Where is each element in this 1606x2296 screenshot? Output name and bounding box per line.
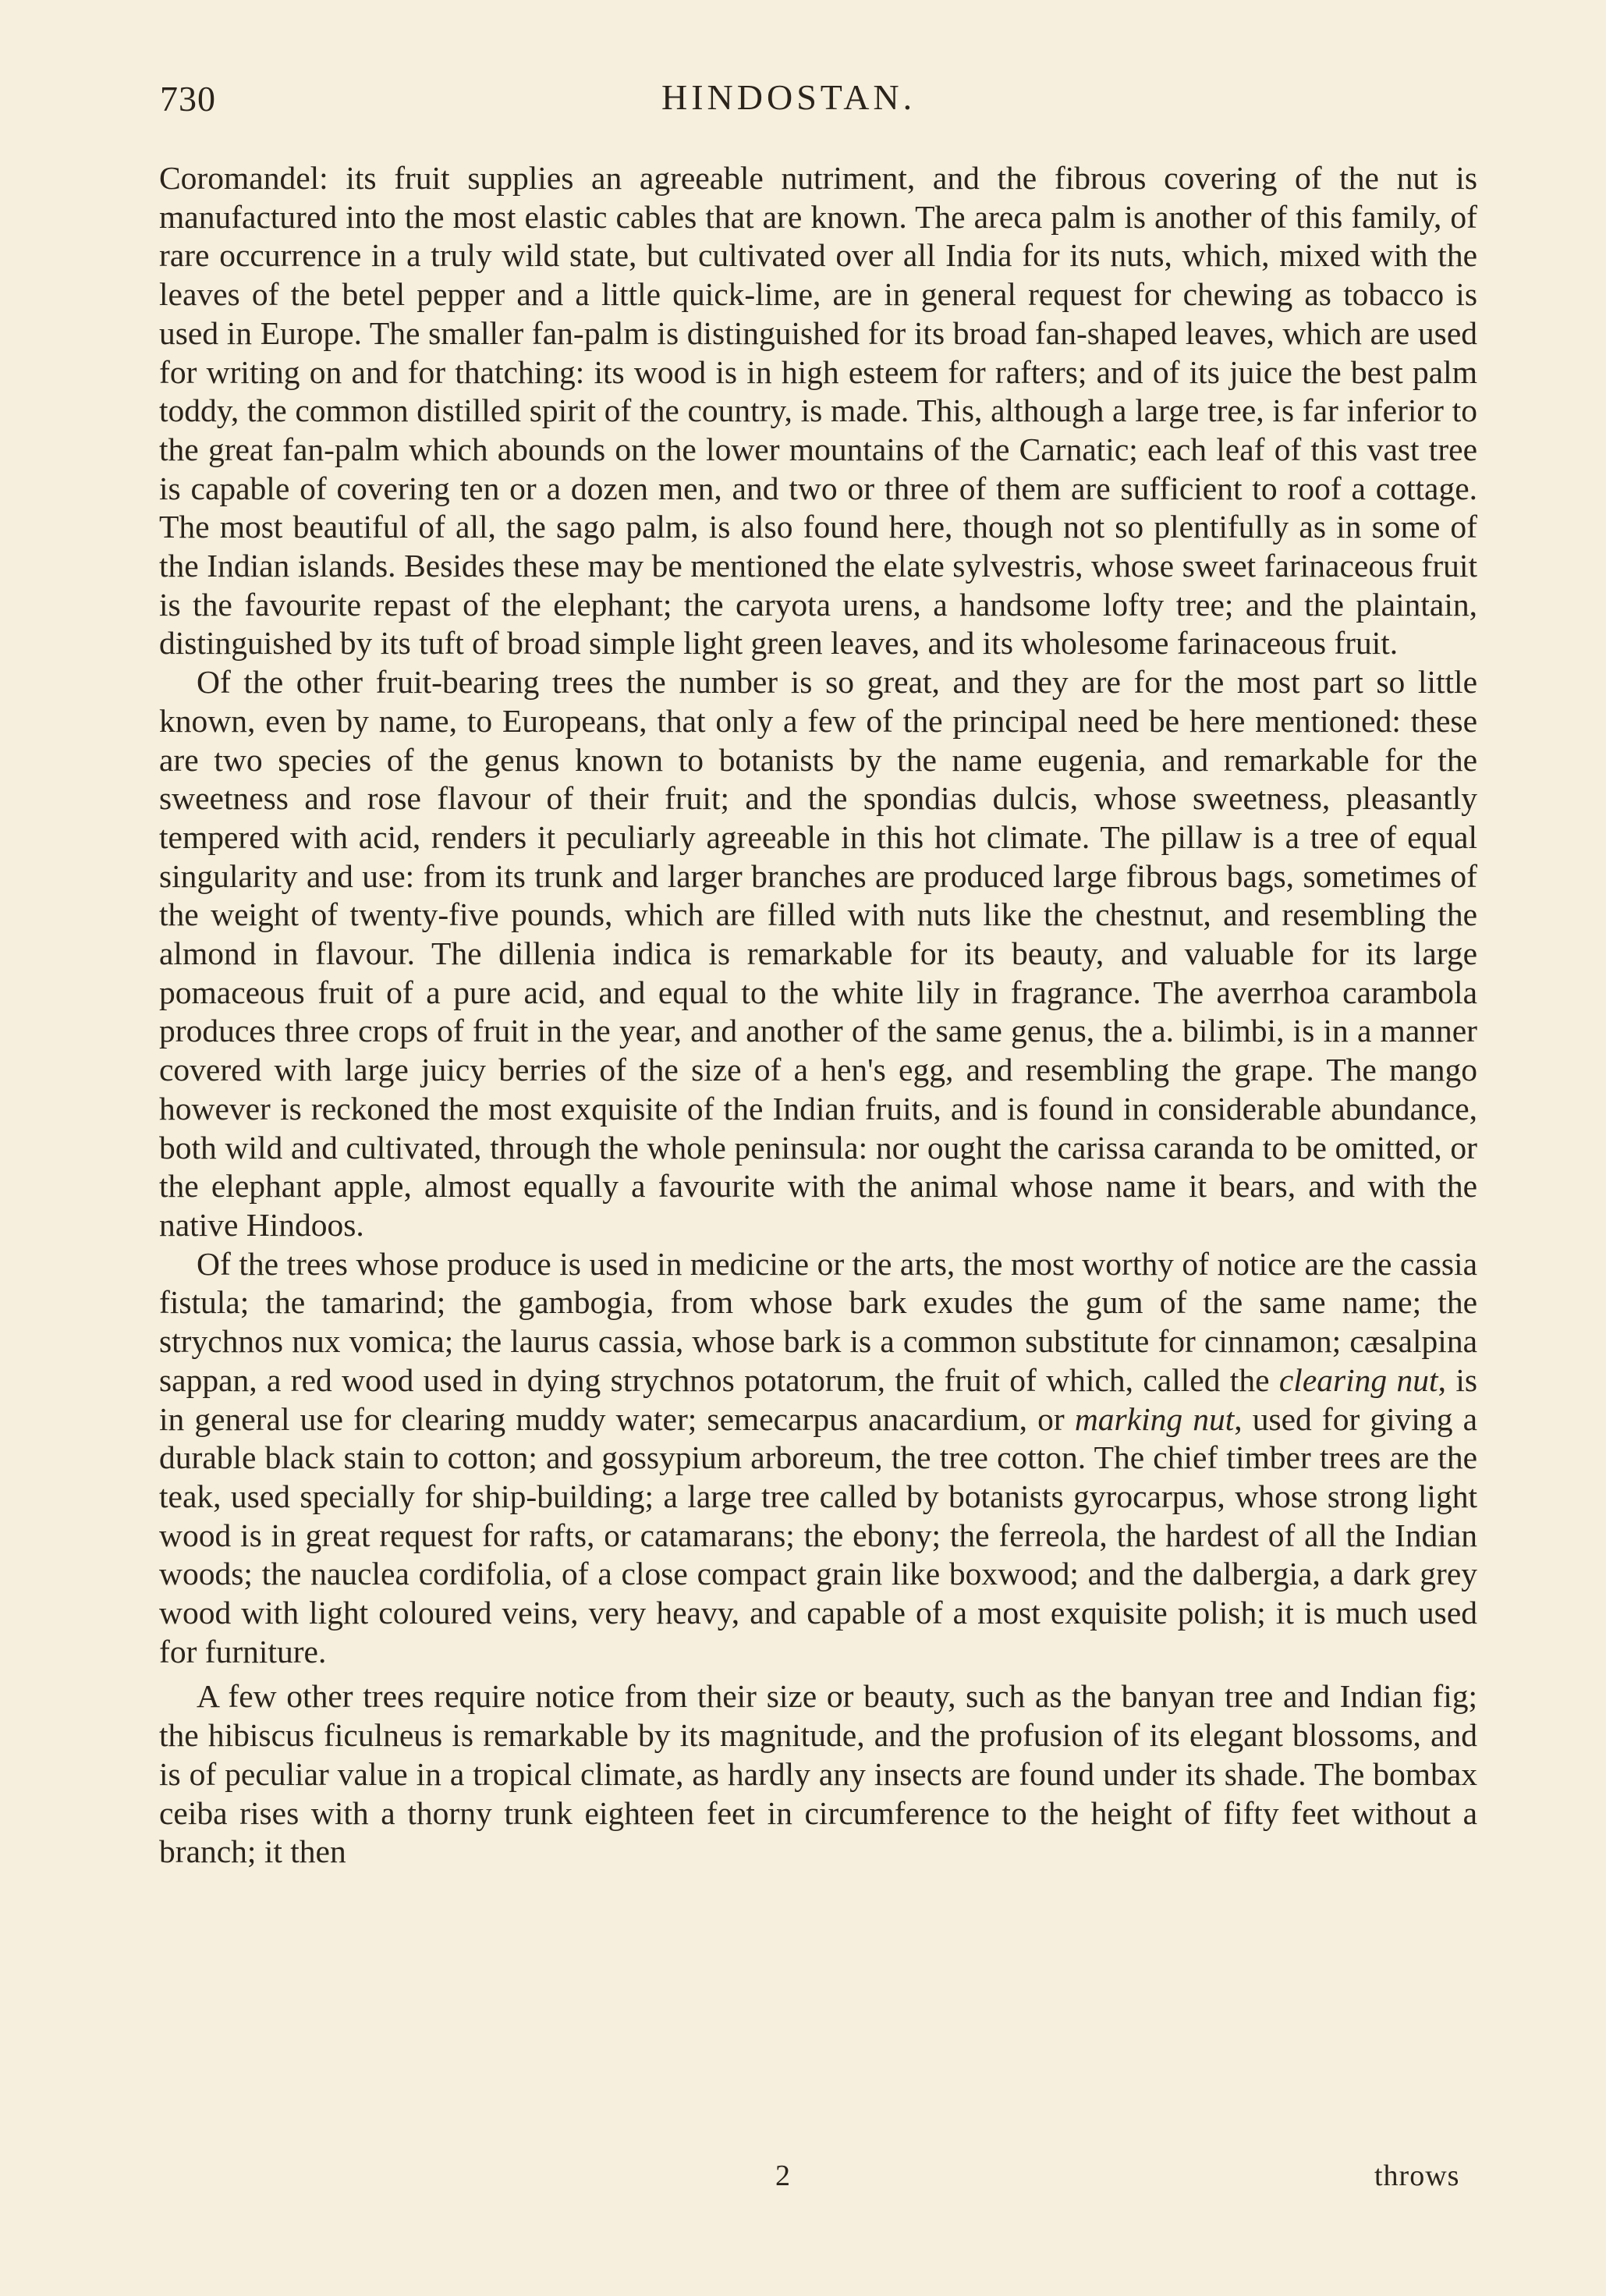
text-run: Of the trees whose produce is used in medicine or the arts, the most worthy of notice are the cassia fistula; the tamarind; the gambogia, from whose bark exudes the gum of the same name; the strychnos nux vomica; the laurus cassia, whose bark is a common substitute for cinnamon; cæsalpina sappan, a red wood used in dying strychnos potatorum, the fruit of which, called the	[159, 1245, 1477, 1398]
paragraph	[159, 1245, 1477, 1672]
paragraph: Coromandel: its fruit supplies an agreeable nutriment, and the fibrous covering of the nut is manufactured into the most elastic cables that are known. The areca palm is another of this family, of rare occurrence in a truly wild state, but cultivated over all India for its nuts, which, mixed with the leaves of the betel pepper and a little quick-lime, are in general request for chewing as tobacco is used in Europe. The smaller fan-palm is distinguished for its broad fan-shaped leaves, which are used for writing on and for thatching: its wood is in high esteem for rafters; and of its juice the best palm toddy, the common distilled spirit of the country, is made. This, although a large tree, is far inferior to the great fan-palm which abounds on the lower mountains of the Carnatic; each leaf of this vast tree is capable of covering ten or a dozen men, and two or three of them are sufficient to roof a cottage. The most beautiful of all, the sago palm, is also found here, though not so plentifully as in some of the Indian islands. Besides these may be mentioned the elate sylvestris, whose sweet farinaceous fruit is the favourite repast of the elephant; the caryota urens, a handsome lofty tree; and the plaintain, distinguished by its tuft of broad simple light green leaves, and its wholesome farinaceous fruit.	[159, 160, 1477, 662]
page-number: 730	[160, 79, 216, 119]
body-text	[159, 159, 1477, 1872]
text-run: , used for giving a durable black stain to cotton; and gossypium arboreum, the tree cotton. The chief timber trees are the teak, used specially for ship-building; a large tree called by botanists gyrocarpus, whose strong light wood is in great request for rafts, or catamarans; the ebony; the ferreola, the hardest of all the Indian woods; the nauclea cordifolia, of a close compact grain like boxwood; and the dalbergia, a dark grey wood with light coloured veins, very heavy, and capable of a most exquisite polish; it is much used for furniture.	[159, 1400, 1477, 1670]
paragraph: A few other trees require notice from their size or beauty, such as the banyan tree and Indian fig; the hibiscus ficulneus is remarkable by its magnitude, and the profusion of its elegant blossoms, and is of peculiar value in a tropical climate, as hardly any insects are found under its shade. The bombax ceiba rises with a thorny trunk eighteen feet in circumference to the height of fifty feet without a branch; it then	[159, 1678, 1477, 1870]
italic-term: marking nut	[1074, 1400, 1235, 1437]
running-head: HINDOSTAN.	[661, 77, 916, 117]
signature-mark: 2	[775, 2159, 790, 2192]
paragraph: Of the other fruit-bearing trees the number is so great, and they are for the most part so little known, even by name, to Europeans, that only a few of the principal need be here mentioned: these are two species of the genus known to botanists by the name eugenia, and remarkable for the sweetness and rose flavour of their fruit; and the spondias dulcis, whose sweetness, pleasantly tempered with acid, renders it peculiarly agreeable in this hot climate. The pillaw is a tree of equal singularity and use: from its trunk and larger branches are produced large fibrous bags, sometimes of the weight of twenty-five pounds, which are filled with nuts like the chestnut, and resembling the almond in flavour. The dillenia indica is remarkable for its beauty, and valuable for its large pomaceous fruit of a pure acid, and equal to the white lily in fragrance. The averrhoa carambola produces three crops of fruit in the year, and another of the same genus, the a. bilimbi, is in a manner covered with large juicy berries of the size of a hen's egg, and resembling the grape. The mango however is reckoned the most exquisite of the Indian fruits, and is found in considerable abundance, both wild and cultivated, through the whole peninsula: nor ought the carissa caranda to be omitted, or the elephant apple, almost equally a favourite with the animal whose name it bears, and with the native Hindoos.	[159, 664, 1477, 1243]
catchword: throws	[1374, 2159, 1460, 2192]
text-run: , is in general use for clearing muddy water; semecarpus anacardium, or	[159, 1361, 1477, 1437]
italic-term: clearing nut	[1278, 1361, 1438, 1398]
